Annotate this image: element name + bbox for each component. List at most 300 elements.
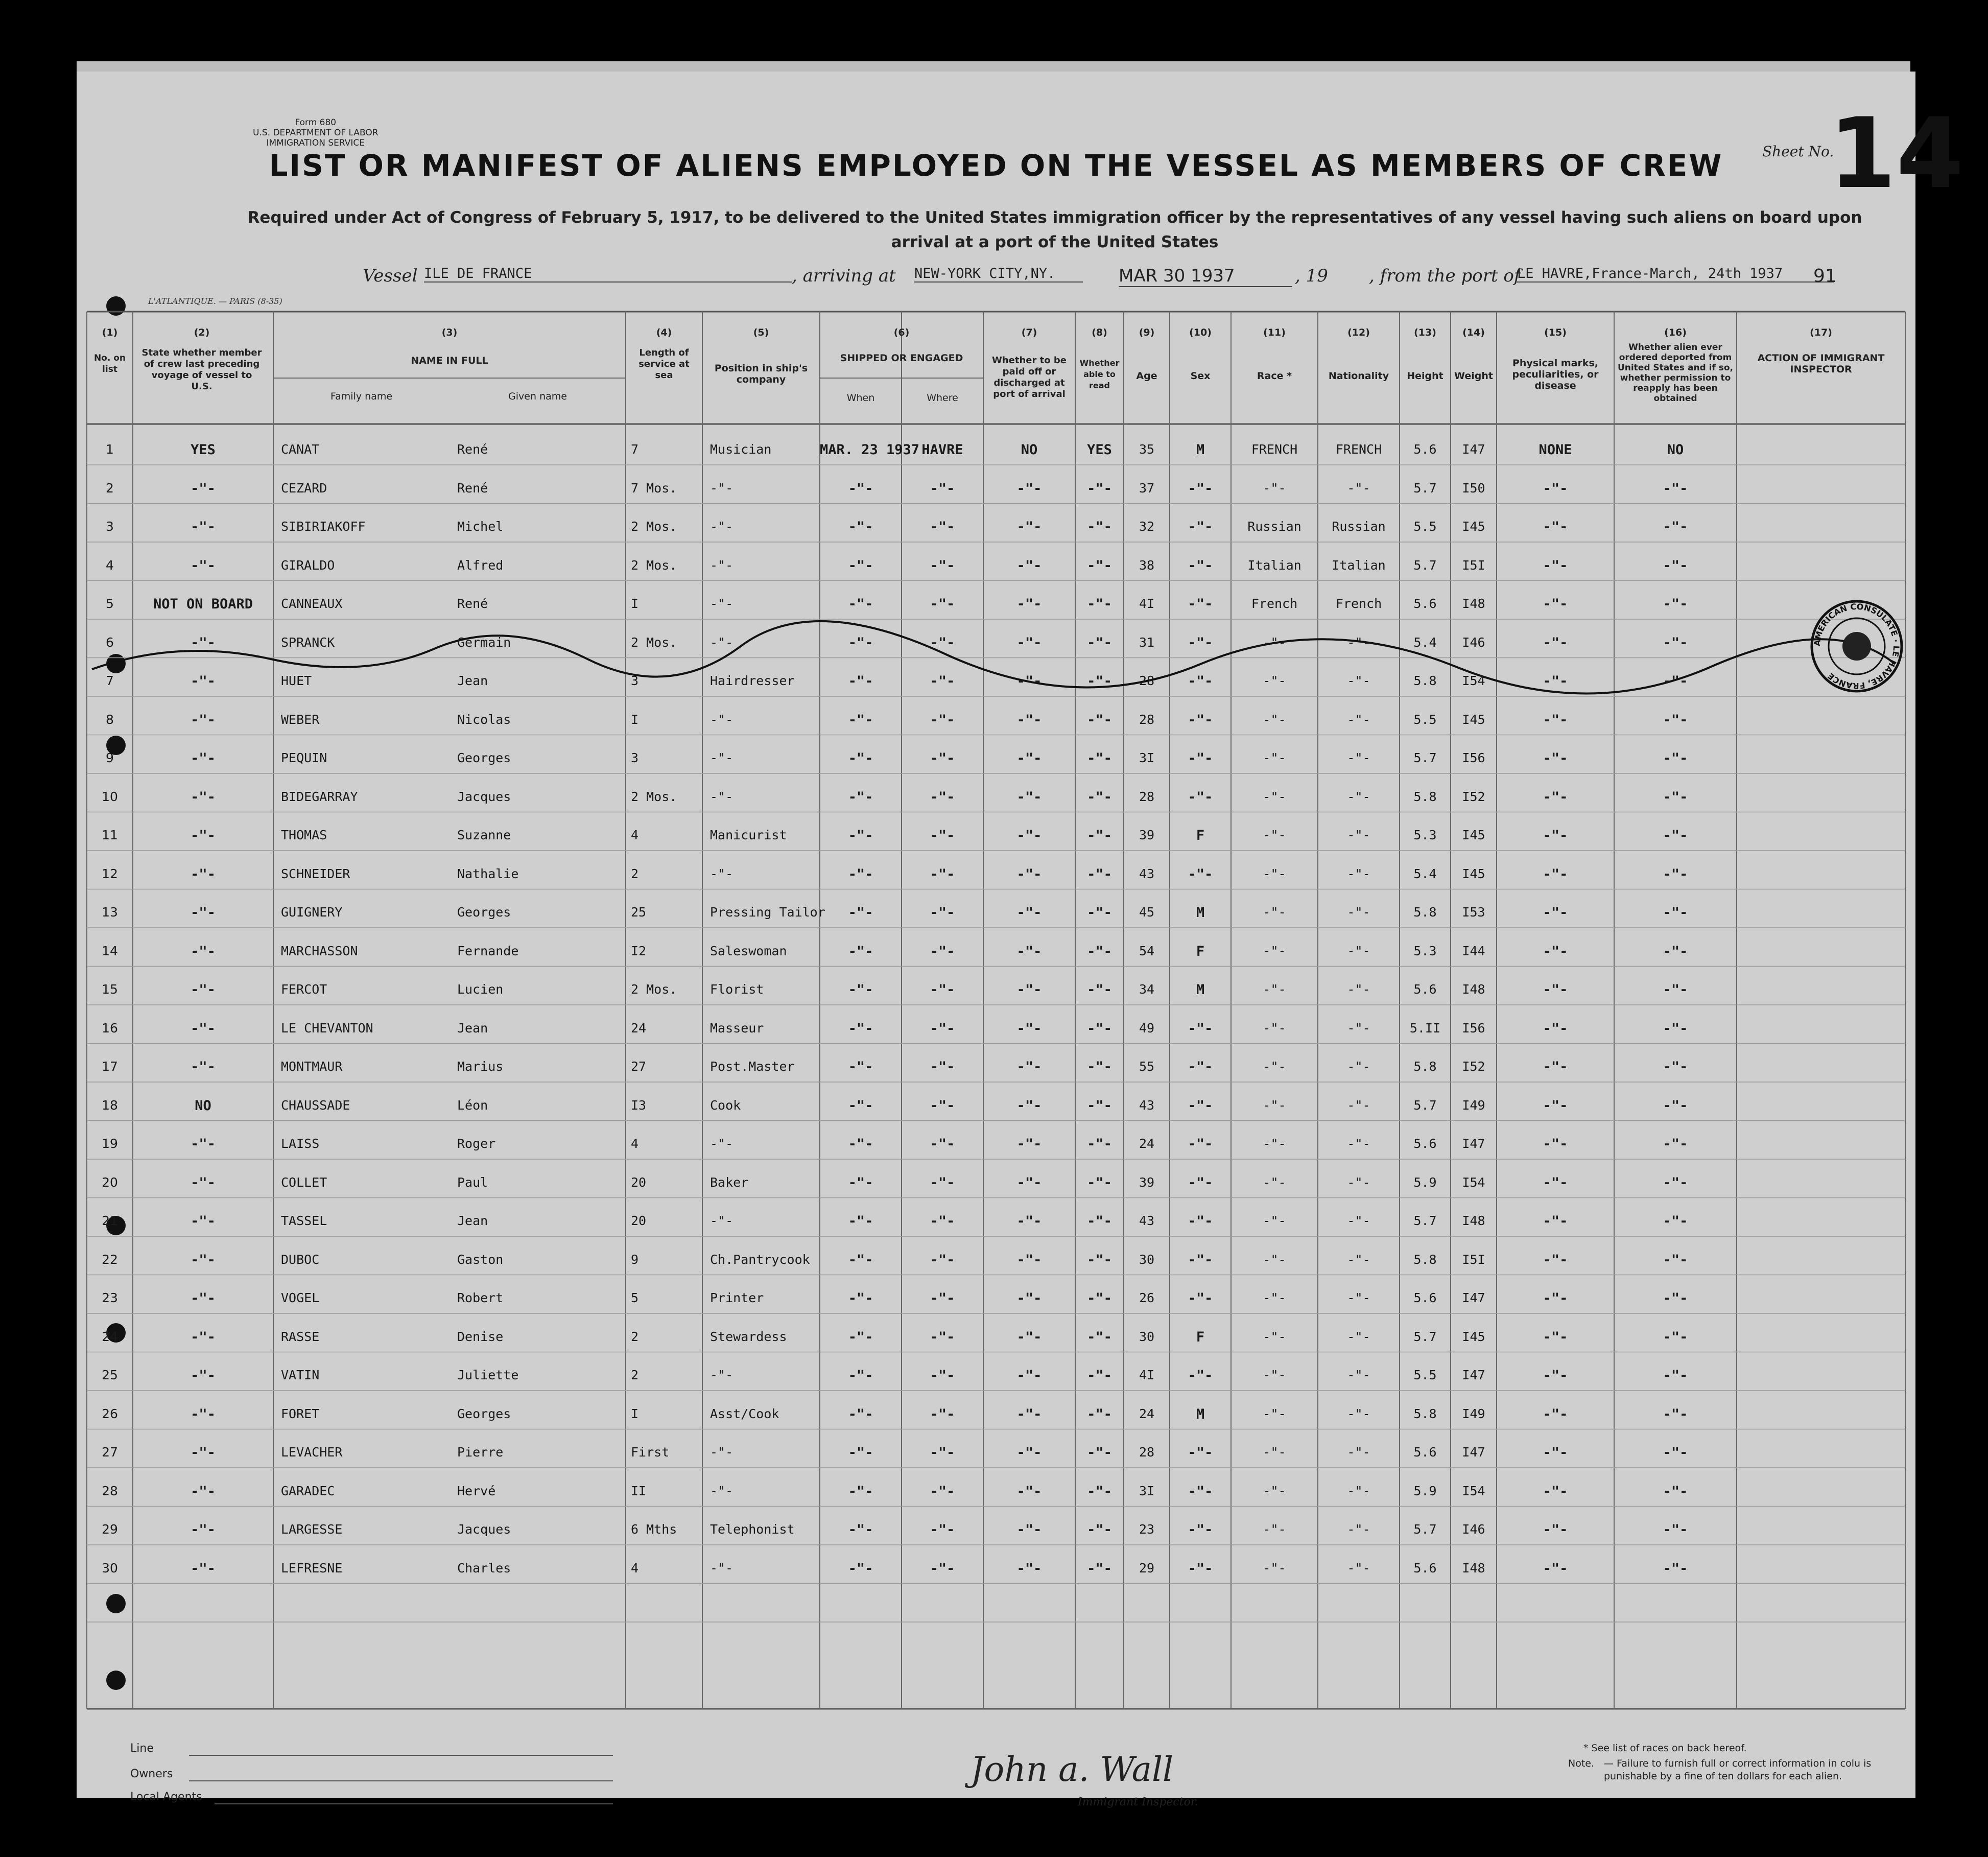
cell-marks: -"- <box>1543 673 1568 689</box>
cell-when: -"- <box>848 1252 873 1268</box>
cell-weight: I48 <box>1462 982 1485 997</box>
sheet-number: 14 <box>1829 97 1964 210</box>
cell-nat: -"- <box>1347 634 1370 650</box>
cell-where: HAVRE <box>921 442 963 458</box>
cell-race: -"- <box>1263 1097 1286 1113</box>
cell-age: 45 <box>1139 905 1155 920</box>
cell-marks: -"- <box>1543 1290 1568 1306</box>
cell-race: -"- <box>1263 905 1286 920</box>
cell-sex: F <box>1196 828 1205 843</box>
cell-deported: -"- <box>1663 1097 1688 1114</box>
cell-age: 39 <box>1139 1174 1155 1190</box>
cell-age: 28 <box>1139 712 1155 727</box>
cell-crew: NOT ON BOARD <box>153 596 253 612</box>
cell-service: 6 Mths <box>631 1522 677 1537</box>
cell-paid: -"- <box>1016 1483 1042 1499</box>
cell-race: -"- <box>1263 480 1286 496</box>
cell-marks: -"- <box>1543 1097 1568 1114</box>
cell-race: -"- <box>1263 1252 1286 1267</box>
cell-height: 5.6 <box>1413 442 1437 457</box>
cell-sex: -"- <box>1188 1560 1213 1577</box>
cell-where: -"- <box>930 1483 955 1499</box>
cell-no: 11 <box>102 828 118 842</box>
cell-given: Alfred <box>457 557 504 573</box>
cell-where: -"- <box>930 828 955 843</box>
binder-hole <box>106 1671 126 1690</box>
cell-family: GIRALDO <box>281 557 335 573</box>
cell-read: -"- <box>1087 982 1112 998</box>
cell-race: -"- <box>1263 1020 1286 1036</box>
cell-when: -"- <box>848 596 873 612</box>
hdr-num-12: (12) <box>1347 327 1370 338</box>
cell-family: COLLET <box>281 1174 327 1190</box>
hdr-num-15: (15) <box>1544 327 1567 338</box>
cell-age: 4I <box>1139 1368 1155 1382</box>
cell-race: -"- <box>1263 1368 1286 1382</box>
cell-weight: I5I <box>1462 557 1485 573</box>
cell-read: -"- <box>1087 1174 1112 1191</box>
cell-nat: -"- <box>1347 1406 1370 1421</box>
cell-position: Baker <box>710 1174 749 1190</box>
cell-service: 9 <box>631 1252 639 1267</box>
cell-height: 5.3 <box>1413 828 1437 842</box>
cell-paid: -"- <box>1016 1252 1042 1268</box>
cell-crew: -"- <box>191 1522 216 1538</box>
inspector-label: Immigrant Inspector. <box>1078 1796 1198 1808</box>
cell-paid: -"- <box>1016 557 1042 574</box>
cell-family: CHAUSSADE <box>281 1097 350 1113</box>
cell-sex: -"- <box>1188 519 1213 535</box>
cell-service: 3 <box>631 673 639 688</box>
cell-height: 5.9 <box>1413 1174 1437 1190</box>
cell-paid: -"- <box>1016 1522 1042 1538</box>
hdr-when: When <box>846 392 875 404</box>
cell-weight: I47 <box>1462 442 1485 457</box>
cell-crew: -"- <box>191 557 216 574</box>
cell-race: -"- <box>1263 1059 1286 1074</box>
cell-height: 5.6 <box>1413 982 1437 997</box>
cell-given: Pierre <box>457 1445 504 1460</box>
cell-deported: -"- <box>1663 1136 1688 1152</box>
cell-when: -"- <box>848 634 873 651</box>
cell-when: -"- <box>848 866 873 882</box>
cell-deported: -"- <box>1663 828 1688 843</box>
cell-given: Léon <box>457 1097 488 1113</box>
cell-nat: -"- <box>1347 1213 1370 1228</box>
cell-weight: I56 <box>1462 1020 1485 1036</box>
footer-owners-rule <box>189 1780 613 1781</box>
cell-nat: -"- <box>1347 750 1370 765</box>
cell-paid: -"- <box>1016 750 1042 766</box>
cell-given: René <box>457 480 488 496</box>
cell-sex: -"- <box>1188 789 1213 805</box>
cell-weight: I49 <box>1462 1406 1485 1421</box>
cell-crew: -"- <box>191 1136 216 1152</box>
cell-read: -"- <box>1087 1059 1112 1075</box>
cell-crew: -"- <box>191 789 216 805</box>
cell-nat: -"- <box>1347 1290 1370 1305</box>
cell-paid: -"- <box>1016 1368 1042 1383</box>
cell-given: Fernande <box>457 943 519 958</box>
cell-given: Georges <box>457 1406 511 1421</box>
cell-sex: -"- <box>1188 673 1213 689</box>
cell-position: Masseur <box>710 1020 764 1036</box>
cell-where: -"- <box>930 1445 955 1461</box>
cell-service: 2 <box>631 1368 639 1382</box>
cell-nat: -"- <box>1347 866 1370 881</box>
cell-when: -"- <box>848 1445 873 1461</box>
cell-marks: -"- <box>1543 1136 1568 1152</box>
cell-sex: F <box>1196 943 1205 959</box>
cell-age: 24 <box>1139 1406 1155 1421</box>
cell-nat: -"- <box>1347 712 1370 727</box>
races-note: * See list of races on back hereof. <box>1583 1743 1747 1754</box>
printer-mark: L'ATLANTIQUE. — PARIS (8-35) <box>148 296 282 306</box>
vessel-label: Vessel <box>363 266 418 286</box>
cell-no: 12 <box>102 866 118 881</box>
cell-nat: -"- <box>1347 982 1370 997</box>
consulate-stamp <box>1808 598 1905 695</box>
binder-hole <box>106 654 126 673</box>
cell-weight: I48 <box>1462 1213 1485 1228</box>
cell-age: 28 <box>1139 673 1155 688</box>
cell-service: 2 Mos. <box>631 519 677 534</box>
cell-marks: -"- <box>1543 789 1568 805</box>
cell-marks: -"- <box>1543 1252 1568 1268</box>
cell-position: Post.Master <box>710 1059 795 1074</box>
cell-race: -"- <box>1263 1560 1286 1576</box>
cell-weight: I47 <box>1462 1368 1485 1382</box>
cell-service: 20 <box>631 1174 647 1190</box>
cell-race: -"- <box>1263 982 1286 997</box>
cell-marks: -"- <box>1543 1213 1568 1229</box>
form-department: U.S. DEPARTMENT OF LABOR <box>253 128 378 138</box>
cell-when: -"- <box>848 1136 873 1152</box>
hdr-num-6: (6) <box>893 327 910 338</box>
cell-when: -"- <box>848 1329 873 1345</box>
cell-read: -"- <box>1087 673 1112 689</box>
cell-nat: -"- <box>1347 1174 1370 1190</box>
cell-family: FORET <box>281 1406 320 1421</box>
cell-weight: I54 <box>1462 1174 1485 1190</box>
cell-given: Nicolas <box>457 712 511 727</box>
hdr-deported: Whether alien ever ordered deported from United States and if so, whether permission to reapply has been obtained <box>1617 342 1734 404</box>
cell-weight: I47 <box>1462 1290 1485 1305</box>
hdr-family-name: Family name <box>330 391 393 402</box>
cell-no: 22 <box>102 1252 118 1267</box>
cell-when: -"- <box>848 828 873 843</box>
cell-read: -"- <box>1087 828 1112 843</box>
hdr-num-8: (8) <box>1092 327 1107 338</box>
stamp-text: AMERICAN CONSULATE · LE HAVRE, FRANCE <box>1812 601 1902 691</box>
cell-no: 8 <box>106 712 114 727</box>
cell-crew: -"- <box>191 1560 216 1577</box>
cell-sex: -"- <box>1188 634 1213 651</box>
vessel-line <box>77 266 1915 296</box>
cell-marks: NONE <box>1539 442 1572 458</box>
cell-position: -"- <box>710 1136 733 1151</box>
year-label: , 19 <box>1295 266 1328 286</box>
cell-height: 5.7 <box>1413 1213 1437 1228</box>
cell-position: Asst/Cook <box>710 1406 779 1421</box>
cell-marks: -"- <box>1543 1483 1568 1499</box>
cell-marks: -"- <box>1543 1406 1568 1422</box>
cell-nat: -"- <box>1347 943 1370 958</box>
cell-paid: -"- <box>1016 1136 1042 1152</box>
hdr-weight: Weight <box>1454 370 1493 382</box>
cell-given: René <box>457 442 488 457</box>
note-text: — Failure to furnish full or correct information in colu is punishable by a fine of ten dollars for each alien. <box>1604 1758 1872 1782</box>
cell-marks: -"- <box>1543 596 1568 612</box>
cell-crew: -"- <box>191 1445 216 1461</box>
cell-given: Roger <box>457 1136 496 1151</box>
cell-paid: -"- <box>1016 982 1042 998</box>
cell-height: 5.6 <box>1413 1136 1437 1151</box>
cell-no: 16 <box>102 1020 118 1036</box>
cell-given: Juliette <box>457 1368 519 1382</box>
cell-marks: -"- <box>1543 519 1568 535</box>
cell-weight: I48 <box>1462 1560 1485 1576</box>
cell-family: CANAT <box>281 442 320 457</box>
cell-weight: I50 <box>1462 480 1485 496</box>
cell-weight: I54 <box>1462 673 1485 688</box>
cell-race: -"- <box>1263 1213 1286 1228</box>
cell-given: Lucien <box>457 982 504 997</box>
cell-crew: -"- <box>191 982 216 998</box>
cell-read: -"- <box>1087 1213 1112 1229</box>
cell-nat: -"- <box>1347 1136 1370 1151</box>
cell-age: 24 <box>1139 1136 1155 1151</box>
date-stamp: MAR 30 1937 <box>1119 266 1292 287</box>
form-id-block <box>253 117 378 148</box>
cell-deported: -"- <box>1663 596 1688 612</box>
cell-where: -"- <box>930 1368 955 1383</box>
cell-deported: -"- <box>1663 1560 1688 1577</box>
cell-deported: -"- <box>1663 1174 1688 1191</box>
cell-age: 35 <box>1139 442 1155 457</box>
cell-nat: -"- <box>1347 1329 1370 1344</box>
binder-hole <box>106 296 126 316</box>
cell-height: 5.7 <box>1413 1329 1437 1344</box>
cell-height: 5.6 <box>1413 596 1437 611</box>
cell-position: -"- <box>710 866 733 881</box>
cell-given: Gaston <box>457 1252 504 1267</box>
cell-where: -"- <box>930 596 955 612</box>
cell-height: 5.6 <box>1413 1560 1437 1576</box>
cell-race: -"- <box>1263 1483 1286 1498</box>
cell-when: -"- <box>848 557 873 574</box>
cell-marks: -"- <box>1543 1560 1568 1577</box>
cell-read: -"- <box>1087 1406 1112 1422</box>
cell-sex: -"- <box>1188 1020 1213 1037</box>
cell-when: -"- <box>848 480 873 497</box>
cell-no: 23 <box>102 1290 118 1305</box>
cell-paid: -"- <box>1016 1174 1042 1191</box>
cell-deported: -"- <box>1663 1483 1688 1499</box>
cell-family: PEQUIN <box>281 750 327 765</box>
cell-marks: -"- <box>1543 828 1568 843</box>
cell-read: -"- <box>1087 866 1112 882</box>
cell-race: -"- <box>1263 1445 1286 1460</box>
page-title: LIST OR MANIFEST OF ALIENS EMPLOYED ON THE VESSEL AS MEMBERS OF CREW <box>269 148 1723 183</box>
cell-paid: -"- <box>1016 1097 1042 1114</box>
cell-deported: -"- <box>1663 1252 1688 1268</box>
cell-family: WEBER <box>281 712 320 727</box>
cell-paid: -"- <box>1016 634 1042 651</box>
cell-paid: -"- <box>1016 1445 1042 1461</box>
cell-race: -"- <box>1263 1329 1286 1344</box>
cell-weight: I44 <box>1462 943 1485 958</box>
cell-no: 10 <box>102 789 118 804</box>
cell-sex: -"- <box>1188 1174 1213 1191</box>
cell-position: -"- <box>710 1213 733 1228</box>
cell-crew: YES <box>191 442 216 458</box>
cell-service: 2 Mos. <box>631 789 677 804</box>
cell-no: 17 <box>102 1059 118 1074</box>
cell-deported: -"- <box>1663 634 1688 651</box>
cell-service: 25 <box>631 905 647 920</box>
cell-where: -"- <box>930 480 955 497</box>
cell-sex: -"- <box>1188 750 1213 766</box>
cell-sex: -"- <box>1188 1252 1213 1268</box>
cell-age: 38 <box>1139 557 1155 573</box>
cell-race: -"- <box>1263 943 1286 958</box>
cell-family: VATIN <box>281 1368 320 1382</box>
cell-sex: -"- <box>1188 1522 1213 1538</box>
cell-weight: I52 <box>1462 789 1485 804</box>
cell-paid: -"- <box>1016 1406 1042 1422</box>
cell-height: 5.7 <box>1413 480 1437 496</box>
cell-no: 27 <box>102 1445 118 1460</box>
cell-where: -"- <box>930 1136 955 1152</box>
cell-paid: -"- <box>1016 828 1042 843</box>
cell-where: -"- <box>930 866 955 882</box>
cell-position: -"- <box>710 480 733 496</box>
cell-when: -"- <box>848 789 873 805</box>
cell-race: -"- <box>1263 673 1286 688</box>
cell-crew: -"- <box>191 943 216 959</box>
cell-given: Hervé <box>457 1483 496 1498</box>
cell-weight: I53 <box>1462 905 1485 920</box>
cell-family: SPRANCK <box>281 634 335 650</box>
cell-age: 29 <box>1139 1560 1155 1576</box>
cell-race: French <box>1251 596 1298 611</box>
cell-weight: I47 <box>1462 1445 1485 1460</box>
footer-line-label: Line <box>130 1742 154 1755</box>
cell-paid: -"- <box>1016 519 1042 535</box>
hdr-read: Whether able to read <box>1079 358 1120 390</box>
cell-service: 4 <box>631 1560 639 1576</box>
cell-crew: -"- <box>191 1290 216 1306</box>
cell-marks: -"- <box>1543 1329 1568 1345</box>
cell-service: 2 Mos. <box>631 634 677 650</box>
cell-family: LEVACHER <box>281 1445 343 1460</box>
cell-service: 5 <box>631 1290 639 1305</box>
cell-no: 29 <box>102 1522 118 1537</box>
cell-when: -"- <box>848 1097 873 1114</box>
cell-age: 32 <box>1139 519 1155 534</box>
cell-height: 5.5 <box>1413 712 1437 727</box>
cell-deported: -"- <box>1663 905 1688 921</box>
cell-when: -"- <box>848 1406 873 1422</box>
cell-where: -"- <box>930 943 955 959</box>
cell-position: -"- <box>710 789 733 804</box>
cell-nat: -"- <box>1347 1368 1370 1382</box>
cell-crew: -"- <box>191 1059 216 1075</box>
cell-height: 5.II <box>1409 1020 1441 1036</box>
cell-service: 2 Mos. <box>631 557 677 573</box>
cell-deported: -"- <box>1663 1290 1688 1306</box>
cell-crew: -"- <box>191 1483 216 1499</box>
cell-no: 3 <box>106 519 114 534</box>
cell-service: 2 <box>631 866 639 881</box>
cell-marks: -"- <box>1543 480 1568 497</box>
cell-no: 19 <box>102 1136 118 1151</box>
cell-paid: -"- <box>1016 1290 1042 1306</box>
cell-race: -"- <box>1263 1406 1286 1421</box>
cell-where: -"- <box>930 1059 955 1075</box>
cell-sex: M <box>1196 442 1205 458</box>
cell-sex: -"- <box>1188 1213 1213 1229</box>
cell-nat: Russian <box>1332 519 1386 534</box>
hdr-where: Where <box>927 392 958 404</box>
cell-read: -"- <box>1087 596 1112 612</box>
cell-where: -"- <box>930 634 955 651</box>
cell-service: 4 <box>631 828 639 842</box>
cell-deported: -"- <box>1663 982 1688 998</box>
cell-position: -"- <box>710 1445 733 1460</box>
cell-no: 13 <box>102 905 118 920</box>
cell-nat: -"- <box>1347 1483 1370 1498</box>
cell-no: 24 <box>102 1329 118 1344</box>
cell-crew: -"- <box>191 1174 216 1191</box>
cell-read: -"- <box>1087 712 1112 728</box>
cell-read: -"- <box>1087 1560 1112 1577</box>
cell-sex: M <box>1196 982 1205 998</box>
cell-when: -"- <box>848 1059 873 1075</box>
footer-agents-label: Local Agents <box>130 1791 202 1803</box>
note-label: Note. <box>1568 1758 1595 1769</box>
cell-position: Hairdresser <box>710 673 795 688</box>
cell-read: -"- <box>1087 1290 1112 1306</box>
cell-position: Saleswoman <box>710 943 787 958</box>
cell-crew: -"- <box>191 905 216 921</box>
cell-age: 23 <box>1139 1522 1155 1537</box>
cell-age: 3I <box>1139 1483 1155 1498</box>
cell-read: -"- <box>1087 750 1112 766</box>
cell-no: 2 <box>106 480 114 496</box>
cell-age: 28 <box>1139 789 1155 804</box>
cell-read: -"- <box>1087 557 1112 574</box>
cell-service: 20 <box>631 1213 647 1228</box>
cell-sex: -"- <box>1188 1097 1213 1114</box>
cell-where: -"- <box>930 1097 955 1114</box>
cell-no: 7 <box>106 673 114 688</box>
manifest-page <box>77 72 1964 1808</box>
cell-given: Paul <box>457 1174 488 1190</box>
cell-weight: I45 <box>1462 712 1485 727</box>
cell-given: Robert <box>457 1290 504 1305</box>
cell-family: THOMAS <box>281 828 327 842</box>
hdr-race: Race * <box>1257 370 1292 382</box>
hdr-service: Length of service at sea <box>638 347 690 381</box>
cell-weight: I5I <box>1462 1252 1485 1267</box>
cell-service: II <box>631 1483 647 1498</box>
cell-no: 21 <box>102 1213 118 1228</box>
cell-marks: -"- <box>1543 712 1568 728</box>
cell-when: -"- <box>848 1483 873 1499</box>
cell-position: -"- <box>710 750 733 765</box>
